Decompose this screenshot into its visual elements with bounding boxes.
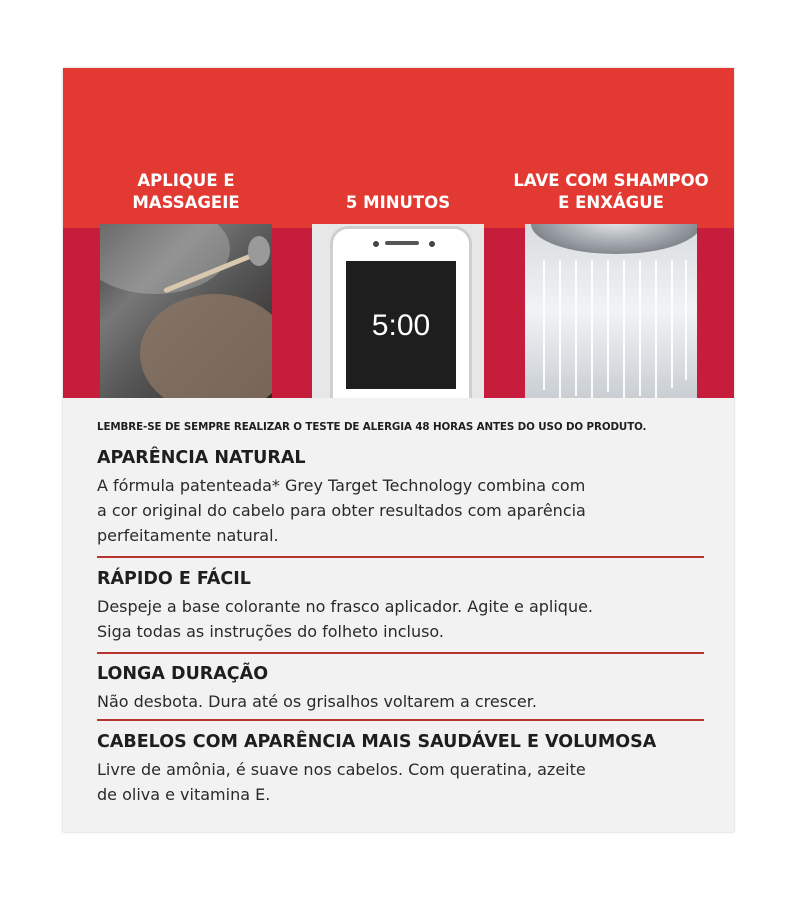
- shower-image: [525, 224, 697, 398]
- step-1-label: APLIQUE E MASSAGEIE: [132, 171, 240, 212]
- allergy-test-notice: LEMBRE-SE DE SEMPRE REALIZAR O TESTE DE ALERGIA 48 HORAS ANTES DO USO DO PRODUTO.: [97, 421, 647, 433]
- section-3-title: LONGA DURAÇÃO: [97, 664, 269, 684]
- phone-image: [312, 224, 484, 398]
- smartphone-icon: [330, 226, 472, 398]
- hair-application-image: [100, 224, 272, 398]
- phone-screen: [346, 261, 456, 389]
- section-divider: [97, 719, 704, 721]
- section-2-body: Despeje a base colorante no frasco aplicador. Agite e aplique. Siga todas as instruções do folheto incluso.: [97, 597, 594, 641]
- step-3-label: LAVE COM SHAMPOO E ENXÁGUE: [513, 171, 709, 212]
- section-4-body: Livre de amônia, é suave nos cabelos. Com queratina, azeite de oliva e vitamina E.: [97, 760, 586, 804]
- section-1-title: APARÊNCIA NATURAL: [97, 448, 306, 468]
- section-divider: [97, 556, 704, 558]
- shower-head-icon: [531, 224, 697, 254]
- step-2-label: 5 MINUTOS: [345, 193, 451, 212]
- section-2-title: RÁPIDO E FÁCIL: [97, 569, 251, 589]
- section-4-title: CABELOS COM APARÊNCIA MAIS SAUDÁVEL E VOLUMOSA: [97, 732, 657, 752]
- section-divider: [97, 652, 704, 654]
- instructions-panel: [63, 68, 734, 832]
- timer-display: 5:00: [371, 309, 431, 342]
- section-1-body: A fórmula patenteada* Grey Target Technology combina com a cor original do cabelo para obter resultados com aparência perfeitamente natural.: [97, 476, 586, 545]
- section-3-body: Não desbota. Dura até os grisalhos voltarem a crescer.: [97, 692, 537, 711]
